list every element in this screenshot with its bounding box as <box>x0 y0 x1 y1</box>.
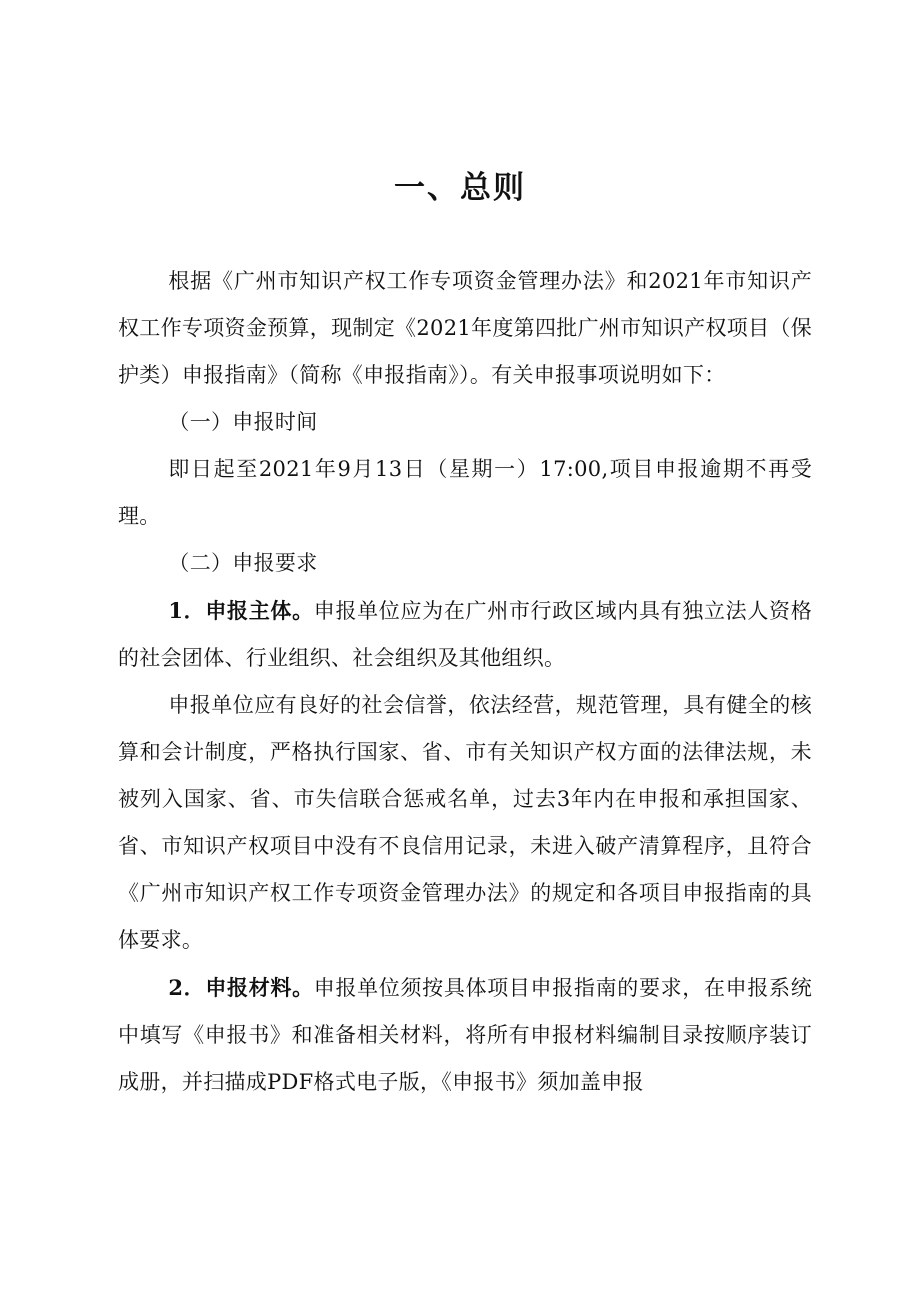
item-materials-paragraph <box>118 964 812 1106</box>
intro-paragraph: 根据《广州市知识产权工作专项资金管理办法》和2021年市知识产权工作专项资金预算，现制定《2021年度第四批广州市知识产权项目（保护类）申报指南》（简称《申报指南》）。有关申报事项说明如下： <box>118 269 812 387</box>
document-body <box>118 258 812 1106</box>
application-time-paragraph: 即日起至2021年9月13日（星期一）17:00,项目申报逾期不再受理。 <box>118 457 812 528</box>
subheading-application-time: （一）申报时间 <box>168 410 318 434</box>
section-title: 一、总则 <box>394 170 526 206</box>
applicant-conditions-paragraph: 申报单位应有良好的社会信誉，依法经营，规范管理，具有健全的核算和会计制度，严格执行国家、省、市有关知识产权方面的法律法规，未被列入国家、省、市失信联合惩戒名单，过去3年内在申报和承担国家、省、市知识产权项目中没有不良信用记录，未进入破产清算程序，且符合《广州市知识产权工作专项资金管理办法》的规定和各项目申报指南的具体要求。 <box>118 693 812 952</box>
item-applicant-lead: 1．申报主体。 <box>168 598 314 623</box>
subheading-application-requirements: （二）申报要求 <box>168 551 318 575</box>
item-applicant-paragraph <box>118 587 812 682</box>
item-materials-lead: 2．申报材料。 <box>168 975 314 1000</box>
item-applicant-text: 申报单位应为在广州市行政区域内具有独立法人资格的社会团体、行业组织、社会组织及其他组织。 <box>118 599 812 670</box>
item-materials-text: 申报单位须按具体项目申报指南的要求，在申报系统中填写《申报书》和准备相关材料，将所有申报材料编制目录按顺序装订成册，并扫描成PDF格式电子版，《申报书》须加盖申报 <box>118 976 812 1094</box>
